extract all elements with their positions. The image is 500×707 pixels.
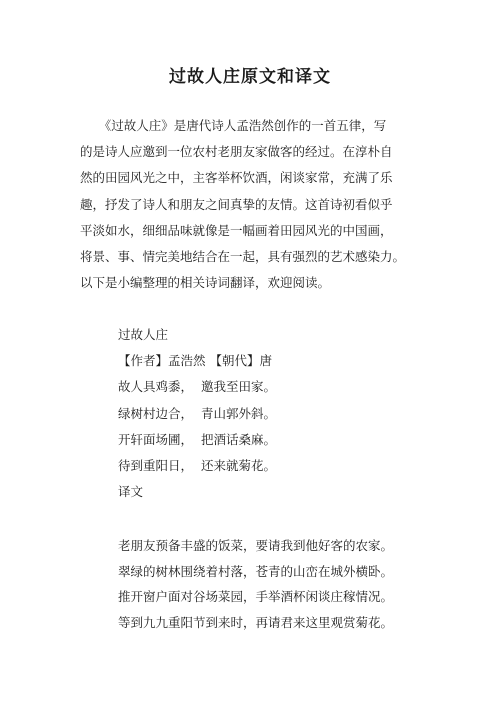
translation-heading: 译文	[118, 484, 144, 500]
translation-line: 等到九九重阳节到来时，再请君来这里观赏菊花。	[118, 614, 394, 630]
poem-line: 故人具鸡黍， 邀我至田家。	[118, 379, 276, 395]
translation-line: 翠绿的树林围绕着村落，苍青的山峦在城外横卧。	[118, 563, 394, 579]
intro-line: 以下是小编整理的相关诗词翻译，欢迎阅读。	[80, 275, 331, 291]
intro-line: 然的田园风光之中，主客举杯饮酒，闲谈家常，充满了乐	[80, 170, 393, 186]
intro-line: 的是诗人应邀到一位农村老朋友家做客的经过。在淳朴自	[80, 144, 393, 160]
intro-paragraph	[80, 113, 425, 296]
translation-line: 推开窗户面对谷场菜园，手举酒杯闲谈庄稼情况。	[118, 589, 394, 604]
page-title: 过故人庄原文和译文	[169, 67, 331, 87]
intro-line: 趣，抒发了诗人和朋友之间真挚的友情。这首诗初看似乎	[80, 196, 393, 212]
poem-title: 过故人庄	[118, 327, 169, 342]
poem-line: 待到重阳日， 还来就菊花。	[118, 457, 276, 473]
translation-block	[118, 533, 393, 635]
intro-line: 《过故人庄》是唐代诗人孟浩然创作的一首五律，写	[80, 118, 387, 133]
poem-line: 开轩面场圃， 把酒话桑麻。	[118, 431, 276, 447]
intro-line: 平淡如水，细细品味就像是一幅画着田园风光的中国画，	[80, 222, 393, 238]
intro-line: 将景、事、情完美地结合在一起，具有强烈的艺术感染力。	[80, 249, 406, 265]
translation-line: 老朋友预备丰盛的饭菜，要请我到他好客的农家。	[118, 538, 394, 553]
poem-author-line: 【作者】孟浩然 【朝代】唐	[118, 353, 272, 369]
poem-block	[118, 322, 276, 505]
poem-line: 绿树村边合， 青山郭外斜。	[118, 405, 276, 421]
